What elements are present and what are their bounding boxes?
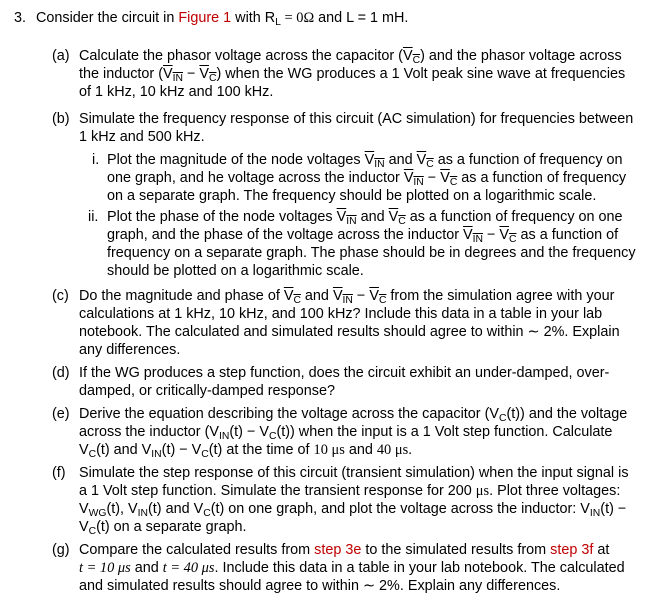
part-b-line-1: Simulate the frequency response of this circuit (AC simulation) for frequencies between [79,111,634,127]
part-b-ii-line-3: frequency on a separate graph. The phase should be in degrees and the frequency [107,245,636,261]
math: = 0 [280,10,304,26]
text: (t)) and the voltage [506,406,628,422]
part-f-label: (f) [52,465,66,481]
minus: − [483,227,500,243]
tilde: ∼ [527,324,540,340]
phasor-vin [336,209,357,228]
step-3f-link[interactable]: step 3f [550,542,594,558]
minus: − [352,288,370,304]
tilde: ∼ [362,578,376,594]
part-c-label: (c) [52,288,69,304]
text: one graph, and he voltage across the inductor [107,170,404,186]
text: Do the magnitude and phase of [79,288,284,304]
sub: C [88,526,97,538]
text: notebook. The calculated and simulated results should agree to within [79,324,528,340]
sub: IN [346,216,357,228]
sub: L [275,17,281,29]
v: V [283,288,294,304]
text: and L = 1 [314,10,379,26]
text: and [130,560,163,576]
text: and [300,288,333,304]
part-b-i-line-1 [107,151,623,169]
v: V [402,48,413,64]
math: t = 10 μs [79,560,131,576]
text: a 1 Volt step function. Simulate the transient response for 200 [79,483,476,499]
part-c-line-4: any differences. [79,342,181,358]
sub: WG [88,508,107,520]
text: (t) on a separate graph. [96,519,247,535]
part-b-ii-line-2 [107,226,618,244]
v: V [388,209,399,225]
text: mH. [378,10,409,26]
part-f-line-2 [79,482,620,500]
sub: C [293,295,301,307]
phasor-vc [388,209,406,228]
part-b-i-line-2 [107,169,626,187]
part-d-label: (d) [52,365,70,381]
text: 2%. Explain any differences. [375,578,561,594]
sub: C [509,234,517,246]
text: . Include this data in a table in your lab notebook. The calculated [214,560,625,576]
part-e-line-3 [79,441,412,459]
v: V [163,66,173,82]
part-d-line-1: If the WG produces a step function, does the circuit exhibit an under-damped, over- [79,365,610,381]
time: 10 μs [313,442,345,458]
text: and [344,442,377,458]
text: V [79,501,89,517]
v: V [499,227,510,243]
phasor-vin [364,152,385,171]
part-f-line-4 [79,518,247,536]
sub: IN [172,73,183,85]
text: 2%. Explain [539,324,620,340]
sub: IN [589,508,601,520]
part-g-line-1 [79,541,609,559]
sub: IN [472,234,483,246]
part-g-line-2 [79,559,625,577]
part-b-label: (b) [52,111,70,127]
v: V [369,288,379,304]
part-b-ii-label: ii. [88,209,99,225]
phasor-vc [369,288,387,307]
text: from the simulation agree with your [386,288,615,304]
sub: C [209,73,217,85]
text: across the inductor (V [79,424,219,440]
sub: IN [218,431,230,443]
text: (t) − V [229,424,269,440]
part-b-i-line-3: on a separate graph. The frequency should be plotted on a logarithmic scale. [107,188,597,204]
text: and [356,209,389,225]
math: t = 40 μs [162,560,215,576]
minus: − [182,66,200,82]
text: as a function of frequency [457,170,627,186]
part-b-ii-line-1 [107,208,623,226]
text: at [593,542,610,558]
minus: − [423,170,441,186]
part-e-label: (e) [52,406,70,422]
sub: C [378,295,387,307]
sub: IN [342,295,353,307]
part-c-line-3 [79,323,620,341]
phasor-vc [402,48,421,67]
part-a-line-3: of 1 kHz, 10 kHz and 100 kHz. [79,84,274,100]
phasor-vin [332,288,353,307]
text: and [384,152,417,168]
sub: C [449,177,458,189]
part-c-line-2: calculations at 1 kHz, 10 kHz, and 100 kHz? Include this data in a table in your lab [79,306,603,322]
phasor-vc [283,288,301,307]
unit: μs [475,483,490,499]
part-b-line-2: 1 kHz and 500 kHz. [79,129,205,145]
part-a-label: (a) [52,48,70,64]
text: the inductor ( [79,66,163,82]
part-c-line-1 [79,287,614,305]
phasor-vc [199,66,217,85]
text: Calculate the phasor voltage across the capacitor ( [79,48,403,64]
sub: IN [151,449,162,461]
text: ) and the phasor voltage across [420,48,622,64]
phasor-vc [499,227,517,246]
text: (t) − [600,501,627,517]
sub: C [398,216,406,228]
sub: C [268,431,277,443]
text: . [408,442,413,458]
text: (t)) when the input is a 1 Volt step function. Calculate [276,424,613,440]
text: Compare the calculated results from [79,542,315,558]
sub: IN [374,159,385,171]
part-e-line-1 [79,405,627,423]
question-number: 3. [14,10,27,26]
sub: C [498,413,507,425]
sub: C [426,159,434,171]
sub: C [203,508,211,520]
part-f-line-3 [79,500,626,518]
text: with R [231,10,276,26]
part-b-i-label: i. [92,152,100,168]
v: V [403,170,414,186]
part-g-line-3 [79,577,560,595]
step-3e-link[interactable]: step 3e [314,542,362,558]
text: and simulated results should agree to within [79,578,363,594]
text: Consider the circuit in [36,10,179,26]
sub: IN [137,508,149,520]
v: V [199,66,209,82]
question-text [36,9,408,27]
text: (t) and V [96,442,152,458]
text: graph, and the phase of the voltage across the inductor [107,227,464,243]
text: V [79,519,89,535]
sub: C [201,449,209,461]
v: V [440,170,450,186]
sub: C [88,449,97,461]
part-a-line-1 [79,47,622,65]
text: as a function of [516,227,619,243]
text: Derive the equation describing the voltage across the capacitor (V [79,406,499,422]
text: to the simulated results from [361,542,551,558]
part-g-label: (g) [52,542,70,558]
time: 40 μs [376,442,409,458]
text: (t), V [106,501,138,517]
text: (t) and V [148,501,204,517]
figure-1-link[interactable]: Figure 1 [178,10,232,26]
phasor-vin [463,227,483,246]
text: V [79,442,89,458]
text: (t) − V [161,442,202,458]
text: ) when the WG produces a 1 Volt peak sine wave at frequencies [216,66,626,82]
part-d-line-2: damped, or critically-damped response? [79,383,335,399]
text: . Plot three voltages: [489,483,621,499]
v: V [416,152,427,168]
v: V [336,209,347,225]
part-a-line-2 [79,65,625,83]
text: (t) at the time of [208,442,314,458]
text: as a function of frequency on one [405,209,623,225]
math: Ω [303,10,315,26]
sub: C [412,55,421,67]
phasor-vin [163,66,183,85]
v: V [332,288,343,304]
text: Plot the magnitude of the node voltages [107,152,365,168]
sub: IN [413,177,424,189]
text: as a function of frequency on [433,152,623,168]
part-f-line-1: Simulate the step response of this circuit (transient simulation) when the input signal is [79,465,629,481]
text: Plot the phase of the node voltages [107,209,337,225]
v: V [364,152,375,168]
phasor-vin [403,170,424,189]
v: V [463,227,473,243]
text: (t) on one graph, and plot the voltage across the inductor: V [210,501,590,517]
phasor-vc [440,170,458,189]
part-b-ii-line-4: should be plotted on a logarithmic scale. [107,263,364,279]
phasor-vc [416,152,434,171]
part-e-line-2 [79,423,612,441]
